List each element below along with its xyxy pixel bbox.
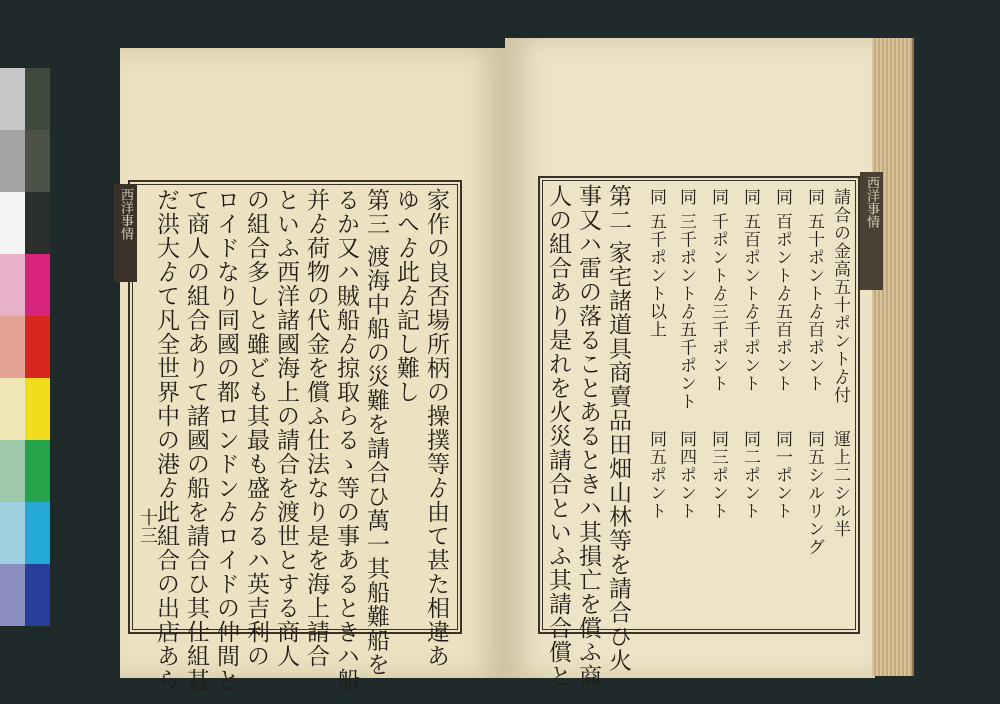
right-column-3: 人の組合あり是れを火災請合といふ其請合償と [545,184,571,688]
calibration-swatch [0,502,25,564]
left-column-5: 并ゟ荷物の代金を償ふ仕法なり是を海上請合 [303,188,329,668]
left-column-1: 家作の良否場所柄の操撲等ゟ由て甚た相違あ [423,188,449,668]
rate-amount-2: 同 五十ポントゟ百ポント [804,188,824,393]
calibration-swatch [0,440,25,502]
left-column-10: だ洪大ゟて凡全世界中の港ゟ此組合の出店あら [153,188,179,692]
right-page-ear-title: 西洋事情 [860,172,883,290]
right-column-2: 事又ハ雷の落ることあるときハ其損亡を償ふ商 [575,184,601,688]
right-column-1: 第二 家宅諸道具商賣品田畑山林等を請合ひ火 [605,184,631,673]
calibration-swatch [25,564,50,626]
calibration-swatch [25,130,50,192]
rate-amount-1: 請合の金高五十ポントゟ付 [830,188,850,404]
calibration-swatch [0,378,25,440]
folio-number: 十三 [137,508,158,544]
calibration-swatch [0,192,25,254]
rate-amount-4: 同 五百ポントゟ千ポント [740,188,760,393]
left-column-4: るか又ハ賊船ゟ掠取らるゝ等の事あるときハ船 [333,188,359,692]
rate-fee-6: 同四ポント [676,430,696,520]
calibration-swatch [25,440,50,502]
rate-fee-4: 同二ポント [740,430,760,520]
rate-fee-1: 運上二シル半 [830,430,850,538]
rate-amount-3: 同 百ポントゟ五百ポント [772,188,792,393]
calibration-swatch [25,378,50,440]
rate-amount-7: 同 五千ポント以上 [646,188,666,339]
left-column-7: の組合多しと雖ども其最も盛ゟるハ英吉利の [243,188,269,668]
rate-fee-2: 同五シルリング [804,430,824,556]
calibration-swatch [25,502,50,564]
calibration-swatch [25,316,50,378]
left-page-ear-title: 西洋事情 [114,184,137,282]
calibration-swatch [25,254,50,316]
left-column-2: ゆへゟ此ゟ記し難し [393,188,419,404]
rate-fee-5: 同三ポント [708,430,728,520]
calibration-swatch [25,68,50,130]
left-column-3: 第三 渡海中船の災難を請合ひ萬一其船難船を [363,188,389,677]
left-column-8: ロイドなり同國の都ロンドンゟロイドの仲間と [213,188,239,692]
rate-amount-6: 同 三千ポントゟ五千ポント [676,188,696,411]
book-fore-edge [872,38,914,676]
calibration-swatch [0,316,25,378]
calibration-swatch [0,254,25,316]
rate-fee-7: 同五ポント [646,430,666,520]
rate-fee-3: 同一ポント [772,430,792,520]
calibration-swatch [0,130,25,192]
calibration-swatch [25,192,50,254]
calibration-swatch [0,564,25,626]
left-column-9: て商人の組合ありて諸國の船を請合ひ其仕組甚 [183,188,209,692]
calibration-swatch [0,68,25,130]
rate-amount-5: 同 千ポントゟ三千ポント [708,188,728,393]
left-column-6: といふ西洋諸國海上の請合を渡世とする商人 [273,188,299,668]
